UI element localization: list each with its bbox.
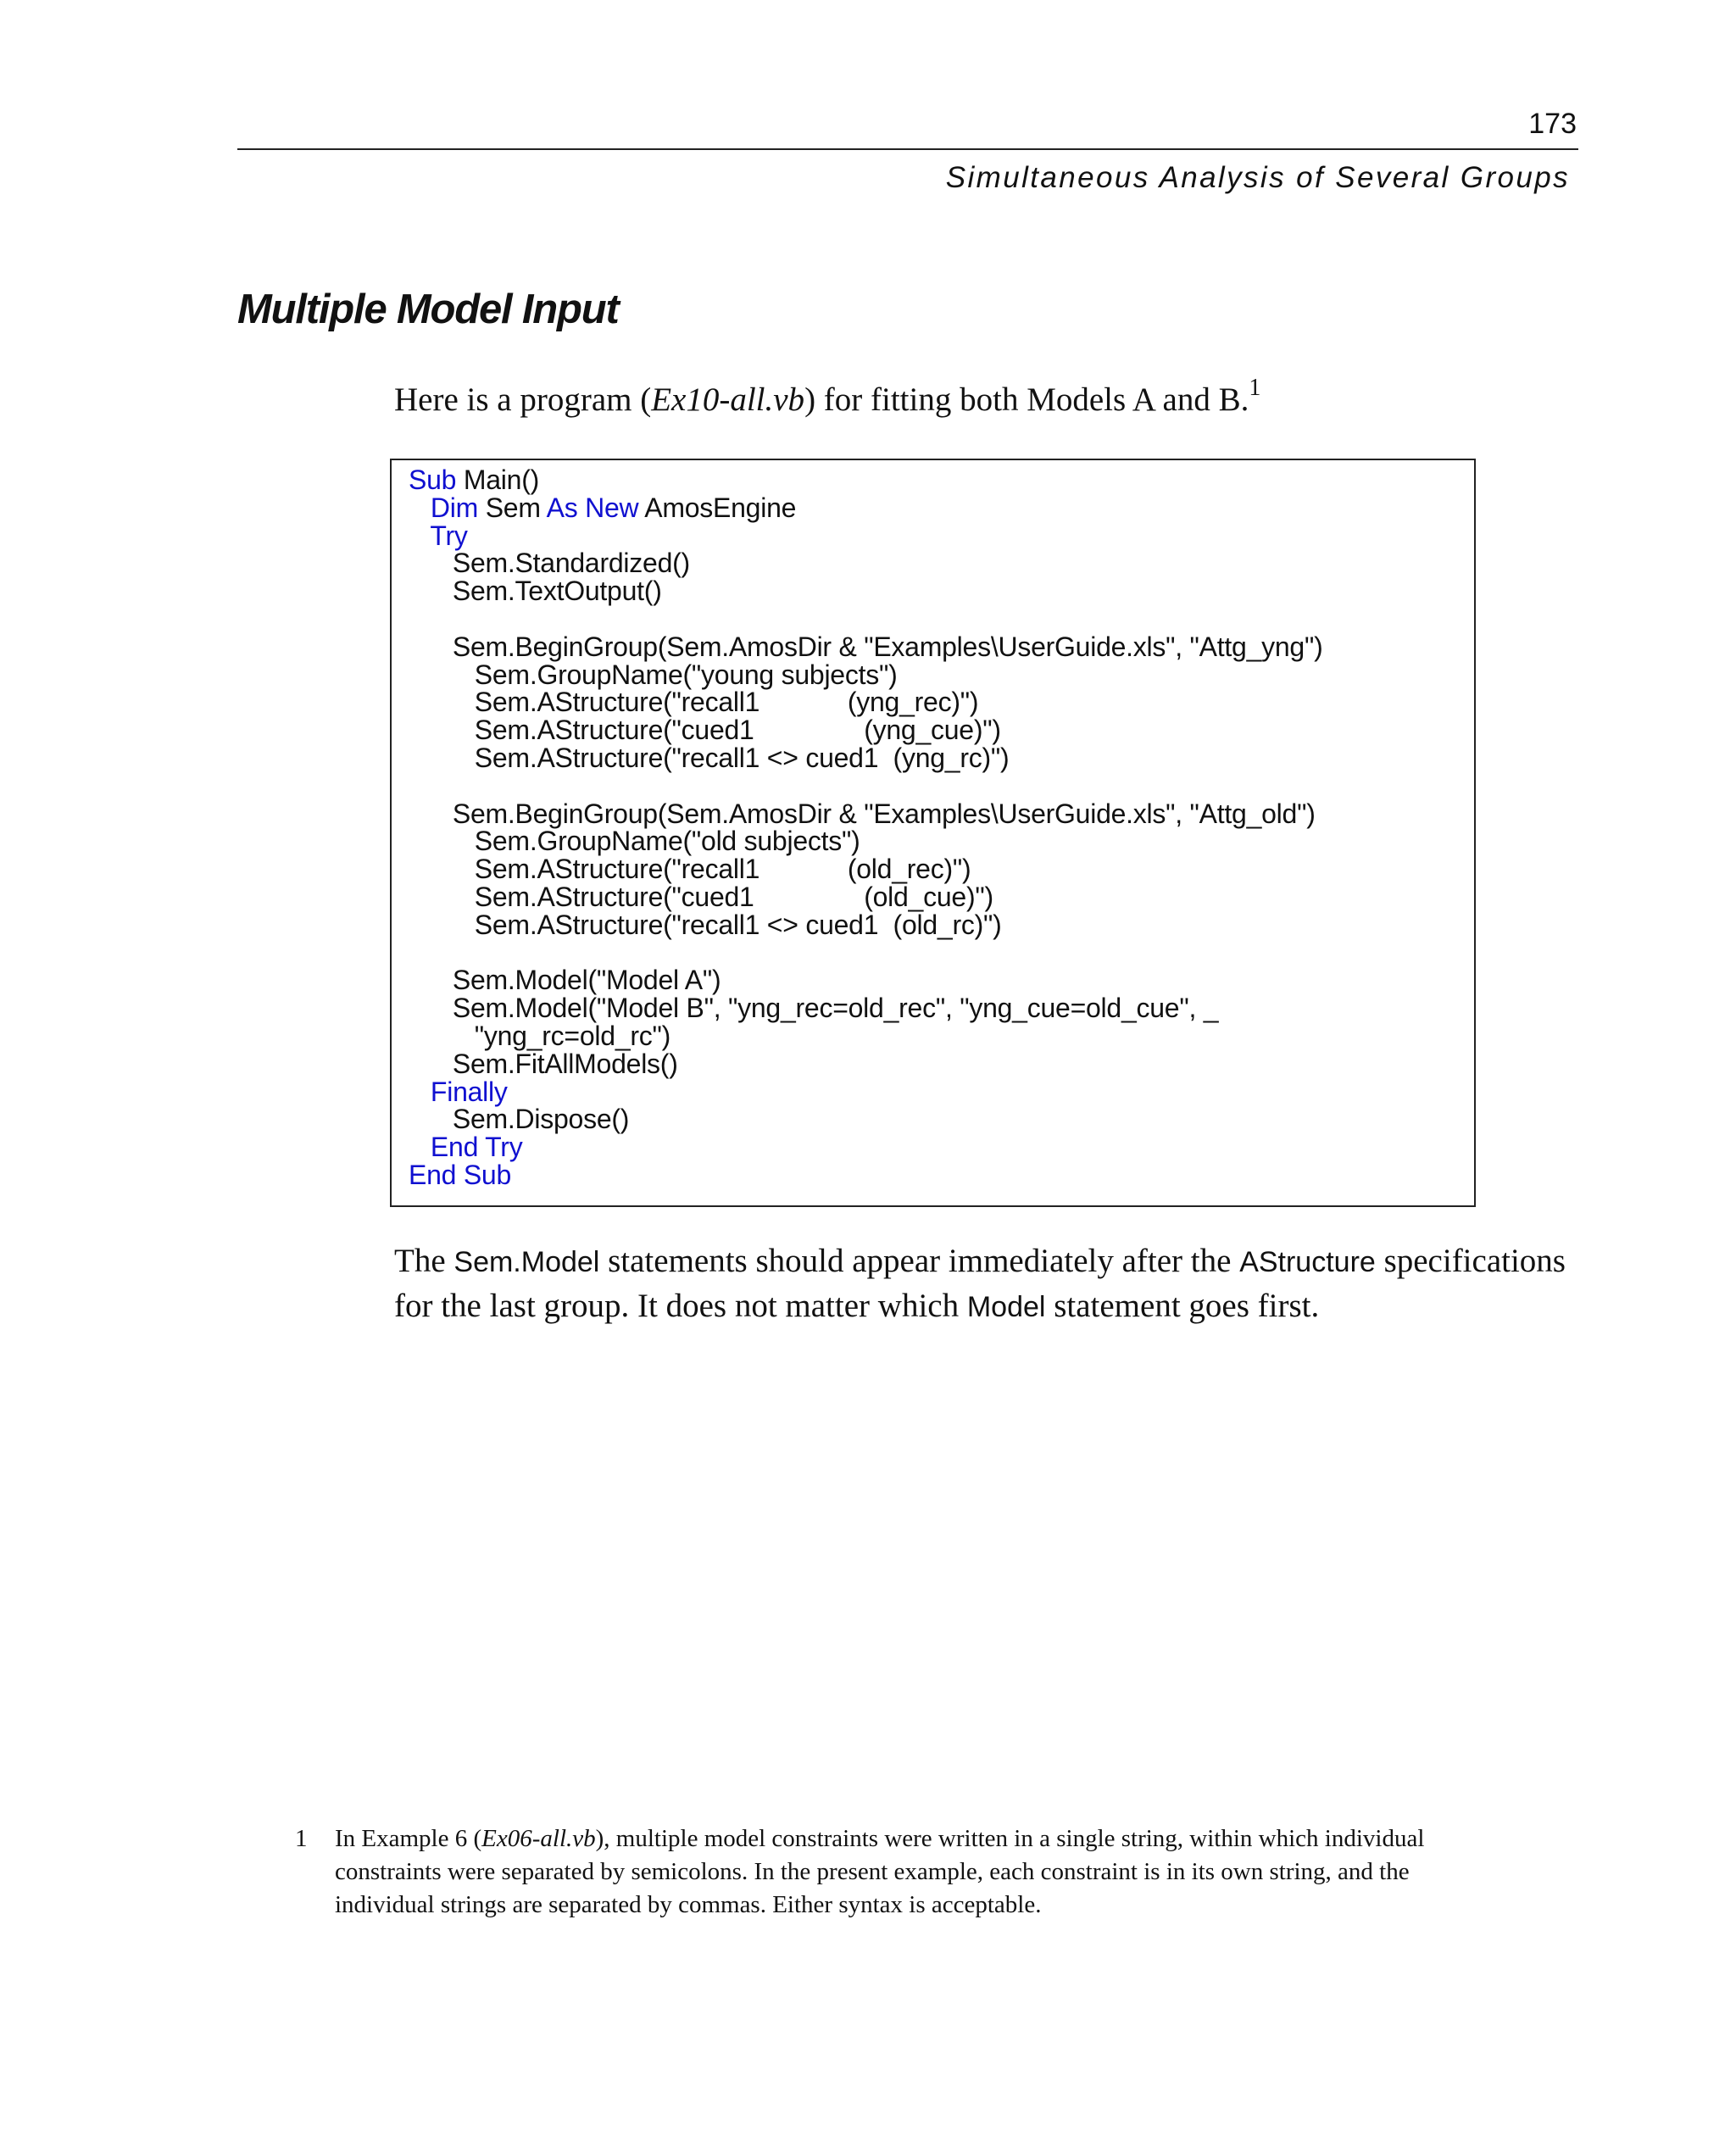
paragraph-text-1: The (394, 1243, 454, 1279)
footnote-text-before: In Example 6 ( (335, 1825, 482, 1852)
code-line (409, 577, 1474, 605)
footnote-reference: 1 (1249, 375, 1261, 401)
code-line (409, 800, 1474, 828)
code-text (409, 492, 431, 523)
body-paragraph (394, 1239, 1598, 1329)
code-text: "yng_rc=old_rc") (409, 1020, 671, 1051)
code-line (409, 466, 1474, 494)
paragraph-text-3: specifications for the last group. It does not matter which (394, 1243, 1566, 1324)
section-title: Multiple Model Input (237, 287, 619, 332)
code-keyword: Try (430, 520, 468, 551)
code-keyword: Sub (409, 465, 457, 495)
footnote-marker: 1 (295, 1825, 308, 1852)
footnote (295, 1822, 1507, 1922)
code-text: Sem.TextOutput() (409, 576, 662, 607)
code-keyword: End Try (430, 1132, 523, 1163)
code-line (409, 549, 1474, 577)
code-text: Sem.BeginGroup(Sem.AmosDir & "Examples\UserGuide.xls", "Attg_yng") (409, 631, 1323, 662)
intro-paragraph (394, 375, 1261, 422)
code-keyword: Finally (430, 1076, 508, 1107)
inline-code-sem-model: Sem.Model (453, 1246, 600, 1278)
code-line (409, 994, 1474, 1022)
code-text (409, 1132, 431, 1162)
code-text: Sem.AStructure("recall1 (old_rec)") (409, 854, 971, 885)
header-rule (237, 148, 1578, 150)
code-line (409, 827, 1474, 855)
code-text: Sem.GroupName("young subjects") (409, 659, 898, 690)
code-keyword: Dim (430, 492, 479, 523)
code-listing (390, 459, 1476, 1207)
code-text: Main() (456, 465, 539, 495)
code-line (409, 688, 1474, 716)
code-text: Sem (478, 492, 547, 523)
code-text: Sem.Model("Model B", "yng_rec=old_rec", "yng_cue=old_cue", _ (409, 993, 1219, 1024)
inline-code-model: Model (966, 1291, 1046, 1323)
inline-code-astructure: AStructure (1239, 1246, 1376, 1278)
code-text: Sem.BeginGroup(Sem.AmosDir & "Examples\UserGuide.xls", "Attg_old") (409, 798, 1316, 829)
intro-filename: Ex10-all.vb (651, 381, 805, 418)
code-line (409, 855, 1474, 883)
code-line (409, 605, 1474, 633)
code-line (409, 744, 1474, 772)
code-text: Sem.AStructure("recall1 (yng_rec)") (409, 687, 979, 718)
footnote-filename: Ex06-all.vb (481, 1825, 596, 1852)
code-text: Sem.Standardized() (409, 548, 690, 579)
running-head: Simultaneous Analysis of Several Groups (945, 161, 1570, 194)
code-line (409, 1050, 1474, 1078)
code-line (409, 716, 1474, 744)
page-number: 173 (1528, 108, 1577, 140)
code-line (409, 661, 1474, 689)
code-text (409, 520, 430, 551)
code-line (409, 494, 1474, 522)
code-line (409, 772, 1474, 800)
code-line (409, 633, 1474, 661)
paragraph-text-4: statement goes first. (1045, 1288, 1320, 1324)
code-keyword: End Sub (409, 1159, 512, 1190)
code-line (409, 883, 1474, 911)
code-text: Sem.AStructure("recall1 <> cued1 (yng_rc)") (409, 742, 1010, 773)
code-text: Sem.GroupName("old subjects") (409, 826, 860, 857)
code-text: Sem.AStructure("recall1 <> cued1 (old_rc)") (409, 909, 1002, 940)
code-line (409, 1161, 1474, 1189)
code-text: Sem.Model("Model A") (409, 965, 721, 996)
code-text (409, 1077, 431, 1107)
code-line (409, 1133, 1474, 1161)
code-text: AmosEngine (638, 492, 797, 523)
paragraph-text-2: statements should appear immediately after the (599, 1243, 1240, 1279)
footnote-text (335, 1822, 1507, 1922)
code-line (409, 1078, 1474, 1106)
code-line (409, 939, 1474, 967)
code-text: Sem.Dispose() (409, 1104, 630, 1135)
code-line (409, 966, 1474, 994)
intro-text-before: Here is a program ( (394, 381, 652, 418)
code-text: Sem.AStructure("cued1 (yng_cue)") (409, 715, 1001, 746)
code-text: Sem.FitAllModels() (409, 1048, 678, 1079)
code-text: Sem.AStructure("cued1 (old_cue)") (409, 881, 993, 912)
intro-text-after: ) for fitting both Models A and B. (804, 381, 1249, 418)
code-keyword: As New (546, 492, 639, 523)
code-line (409, 522, 1474, 550)
code-line (409, 1105, 1474, 1133)
footnote-text-after: ), multiple model constraints were written in a single string, within which individual constraints were separated by semicolons. In the present example, each constraint is in its own string, and the individual strings are separated by commas. Either syntax is acceptable. (335, 1825, 1425, 1918)
code-line (409, 911, 1474, 939)
code-line (409, 1022, 1474, 1050)
